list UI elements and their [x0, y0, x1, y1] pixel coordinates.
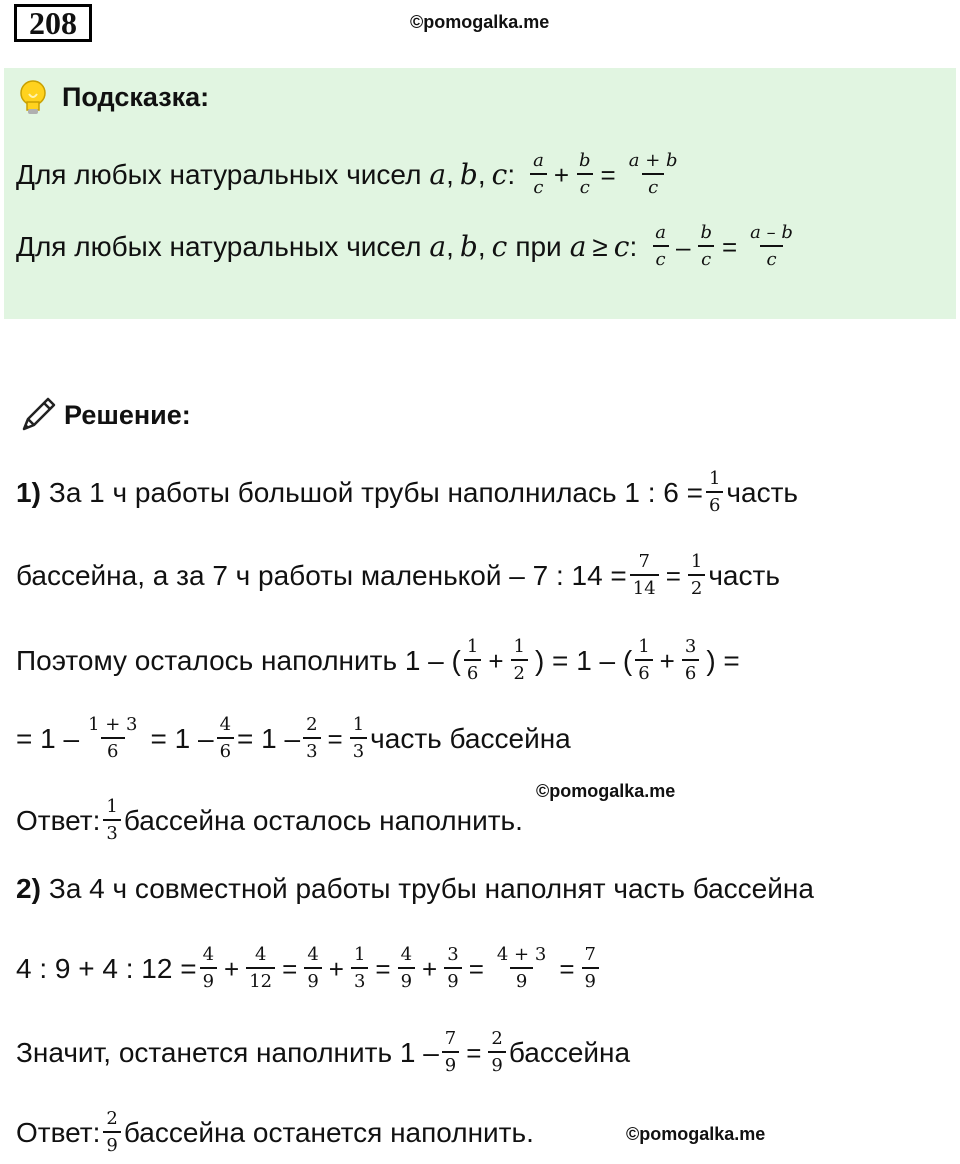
text: бассейна осталось наполнить. — [123, 804, 523, 836]
text: бассейна, а за 7 ч работы маленькой – 7 : 14 = — [16, 559, 627, 591]
comma: , — [477, 230, 486, 262]
p1-answer — [16, 798, 523, 843]
operator: = — [721, 231, 738, 262]
operator: = — [665, 560, 681, 591]
fraction: $\frac{7}{14}$ — [630, 553, 659, 598]
operator: = — [559, 953, 575, 984]
var-a: a — [429, 157, 447, 191]
p2-answer — [16, 1110, 534, 1155]
text: часть — [726, 476, 798, 508]
part-label-1: 1) — [16, 476, 41, 508]
text: ) = 1 – ( — [534, 644, 633, 676]
fraction: $\frac{4}{9}$ — [304, 946, 321, 991]
operator: + — [328, 953, 344, 984]
fraction: $\frac{2}{9}$ — [488, 1030, 505, 1075]
fraction: $\frac{1}{2}$ — [688, 553, 705, 598]
operator: + — [488, 645, 504, 676]
problem-number: 208 — [14, 4, 92, 42]
var-b: b — [459, 229, 478, 263]
condition-word: при — [515, 230, 562, 262]
operator: = — [600, 159, 616, 190]
text: Значит, останется наполнить 1 – — [16, 1036, 439, 1068]
watermark-bottom: ©pomogalka.me — [626, 1124, 766, 1144]
var-c: c — [613, 229, 630, 263]
fraction: $\frac{1 + 3}{6}$ — [88, 714, 138, 762]
var-a: a — [569, 229, 587, 263]
var-c: c — [491, 229, 508, 263]
operator: + — [422, 953, 438, 984]
p1-line-4 — [16, 716, 571, 761]
operator: = — [466, 1037, 482, 1068]
fraction: $\frac{a}{c}$ — [530, 152, 547, 197]
var-c: c — [491, 157, 508, 191]
text: бассейна — [508, 1036, 631, 1068]
fraction: $\frac{4}{6}$ — [217, 716, 234, 761]
text: часть бассейна — [370, 722, 571, 754]
solution-title: Решение: — [64, 400, 191, 430]
fraction: $\frac{2}{9}$ — [103, 1110, 120, 1155]
var-a: a — [429, 229, 447, 263]
p1-line-3 — [16, 638, 740, 683]
hint-line-2 — [16, 224, 802, 269]
text: = 1 – — [237, 722, 301, 754]
text: = 1 – — [16, 722, 80, 754]
p2-line-1 — [16, 872, 814, 906]
watermark-middle: ©pomogalka.me — [536, 781, 676, 801]
fraction: $\frac{1}{2}$ — [511, 638, 528, 683]
fraction: $\frac{2}{3}$ — [303, 716, 320, 761]
operator: = — [468, 953, 484, 984]
fraction: $\frac{1}{3}$ — [351, 946, 368, 991]
hint-line-1 — [16, 152, 687, 197]
fraction: $\frac{b}{c}$ — [697, 224, 715, 269]
watermark-top: ©pomogalka.me — [410, 12, 550, 32]
fraction: $\frac{1}{3}$ — [103, 798, 120, 843]
text: бассейна останется наполнить. — [123, 1116, 534, 1148]
geq-sign: ≥ — [592, 230, 608, 262]
fraction: $\frac{1}{3}$ — [350, 716, 367, 761]
operator: = — [282, 953, 298, 984]
text: Поэтому осталось наполнить 1 – ( — [16, 644, 461, 676]
colon: : — [629, 230, 638, 262]
fraction: $\frac{7}{9}$ — [442, 1030, 459, 1075]
answer-label: Ответ: — [16, 804, 101, 836]
operator: – — [675, 231, 691, 262]
comma: , — [446, 158, 454, 190]
text: = 1 – — [150, 722, 214, 754]
lightbulb-icon — [16, 78, 50, 116]
hint-line2-text: Для любых натуральных чисел — [16, 230, 422, 262]
p1-line-2 — [16, 553, 780, 598]
comma: , — [477, 158, 486, 190]
answer-label: Ответ: — [16, 1116, 101, 1148]
operator: + — [659, 645, 675, 676]
pencil-icon — [18, 393, 60, 435]
text: ) = — [706, 644, 740, 676]
fraction: $\frac{4}{9}$ — [398, 946, 415, 991]
colon: : — [507, 158, 516, 190]
operator: + — [553, 159, 570, 190]
fraction: $\frac{4}{12}$ — [246, 946, 275, 991]
operator: = — [327, 723, 343, 754]
fraction: $\frac{1}{6}$ — [635, 638, 652, 683]
fraction: $\frac{4 + 3}{9}$ — [496, 944, 547, 992]
fraction: $\frac{b}{c}$ — [576, 152, 594, 197]
fraction: $\frac{1}{6}$ — [464, 638, 481, 683]
operator: + — [224, 953, 240, 984]
text: За 4 ч совместной работы трубы наполнят часть бассейна — [48, 873, 814, 904]
fraction: $\frac{1}{6}$ — [706, 470, 723, 515]
fraction: $\frac{4}{9}$ — [200, 946, 217, 991]
text: За 1 ч работы большой трубы наполнилась 1 : 6 = — [48, 476, 703, 508]
fraction: $\frac{a + b}{c}$ — [628, 150, 678, 198]
p2-line-3 — [16, 1030, 630, 1075]
fraction: $\frac{a - b}{c}$ — [750, 222, 793, 270]
text: 4 : 9 + 4 : 12 = — [16, 952, 197, 984]
comma: , — [446, 230, 454, 262]
fraction: $\frac{3}{6}$ — [682, 638, 699, 683]
operator: = — [375, 953, 391, 984]
var-b: b — [459, 157, 478, 191]
fraction: $\frac{3}{9}$ — [444, 946, 461, 991]
fraction: $\frac{a}{c}$ — [652, 224, 669, 269]
part-label-2: 2) — [16, 873, 41, 904]
p2-line-2 — [16, 946, 602, 991]
hint-line1-text: Для любых натуральных чисел — [16, 158, 422, 190]
text: часть — [708, 559, 780, 591]
p1-line-1 — [16, 470, 798, 515]
fraction: $\frac{7}{9}$ — [582, 946, 599, 991]
hint-title: Подсказка: — [62, 82, 210, 112]
